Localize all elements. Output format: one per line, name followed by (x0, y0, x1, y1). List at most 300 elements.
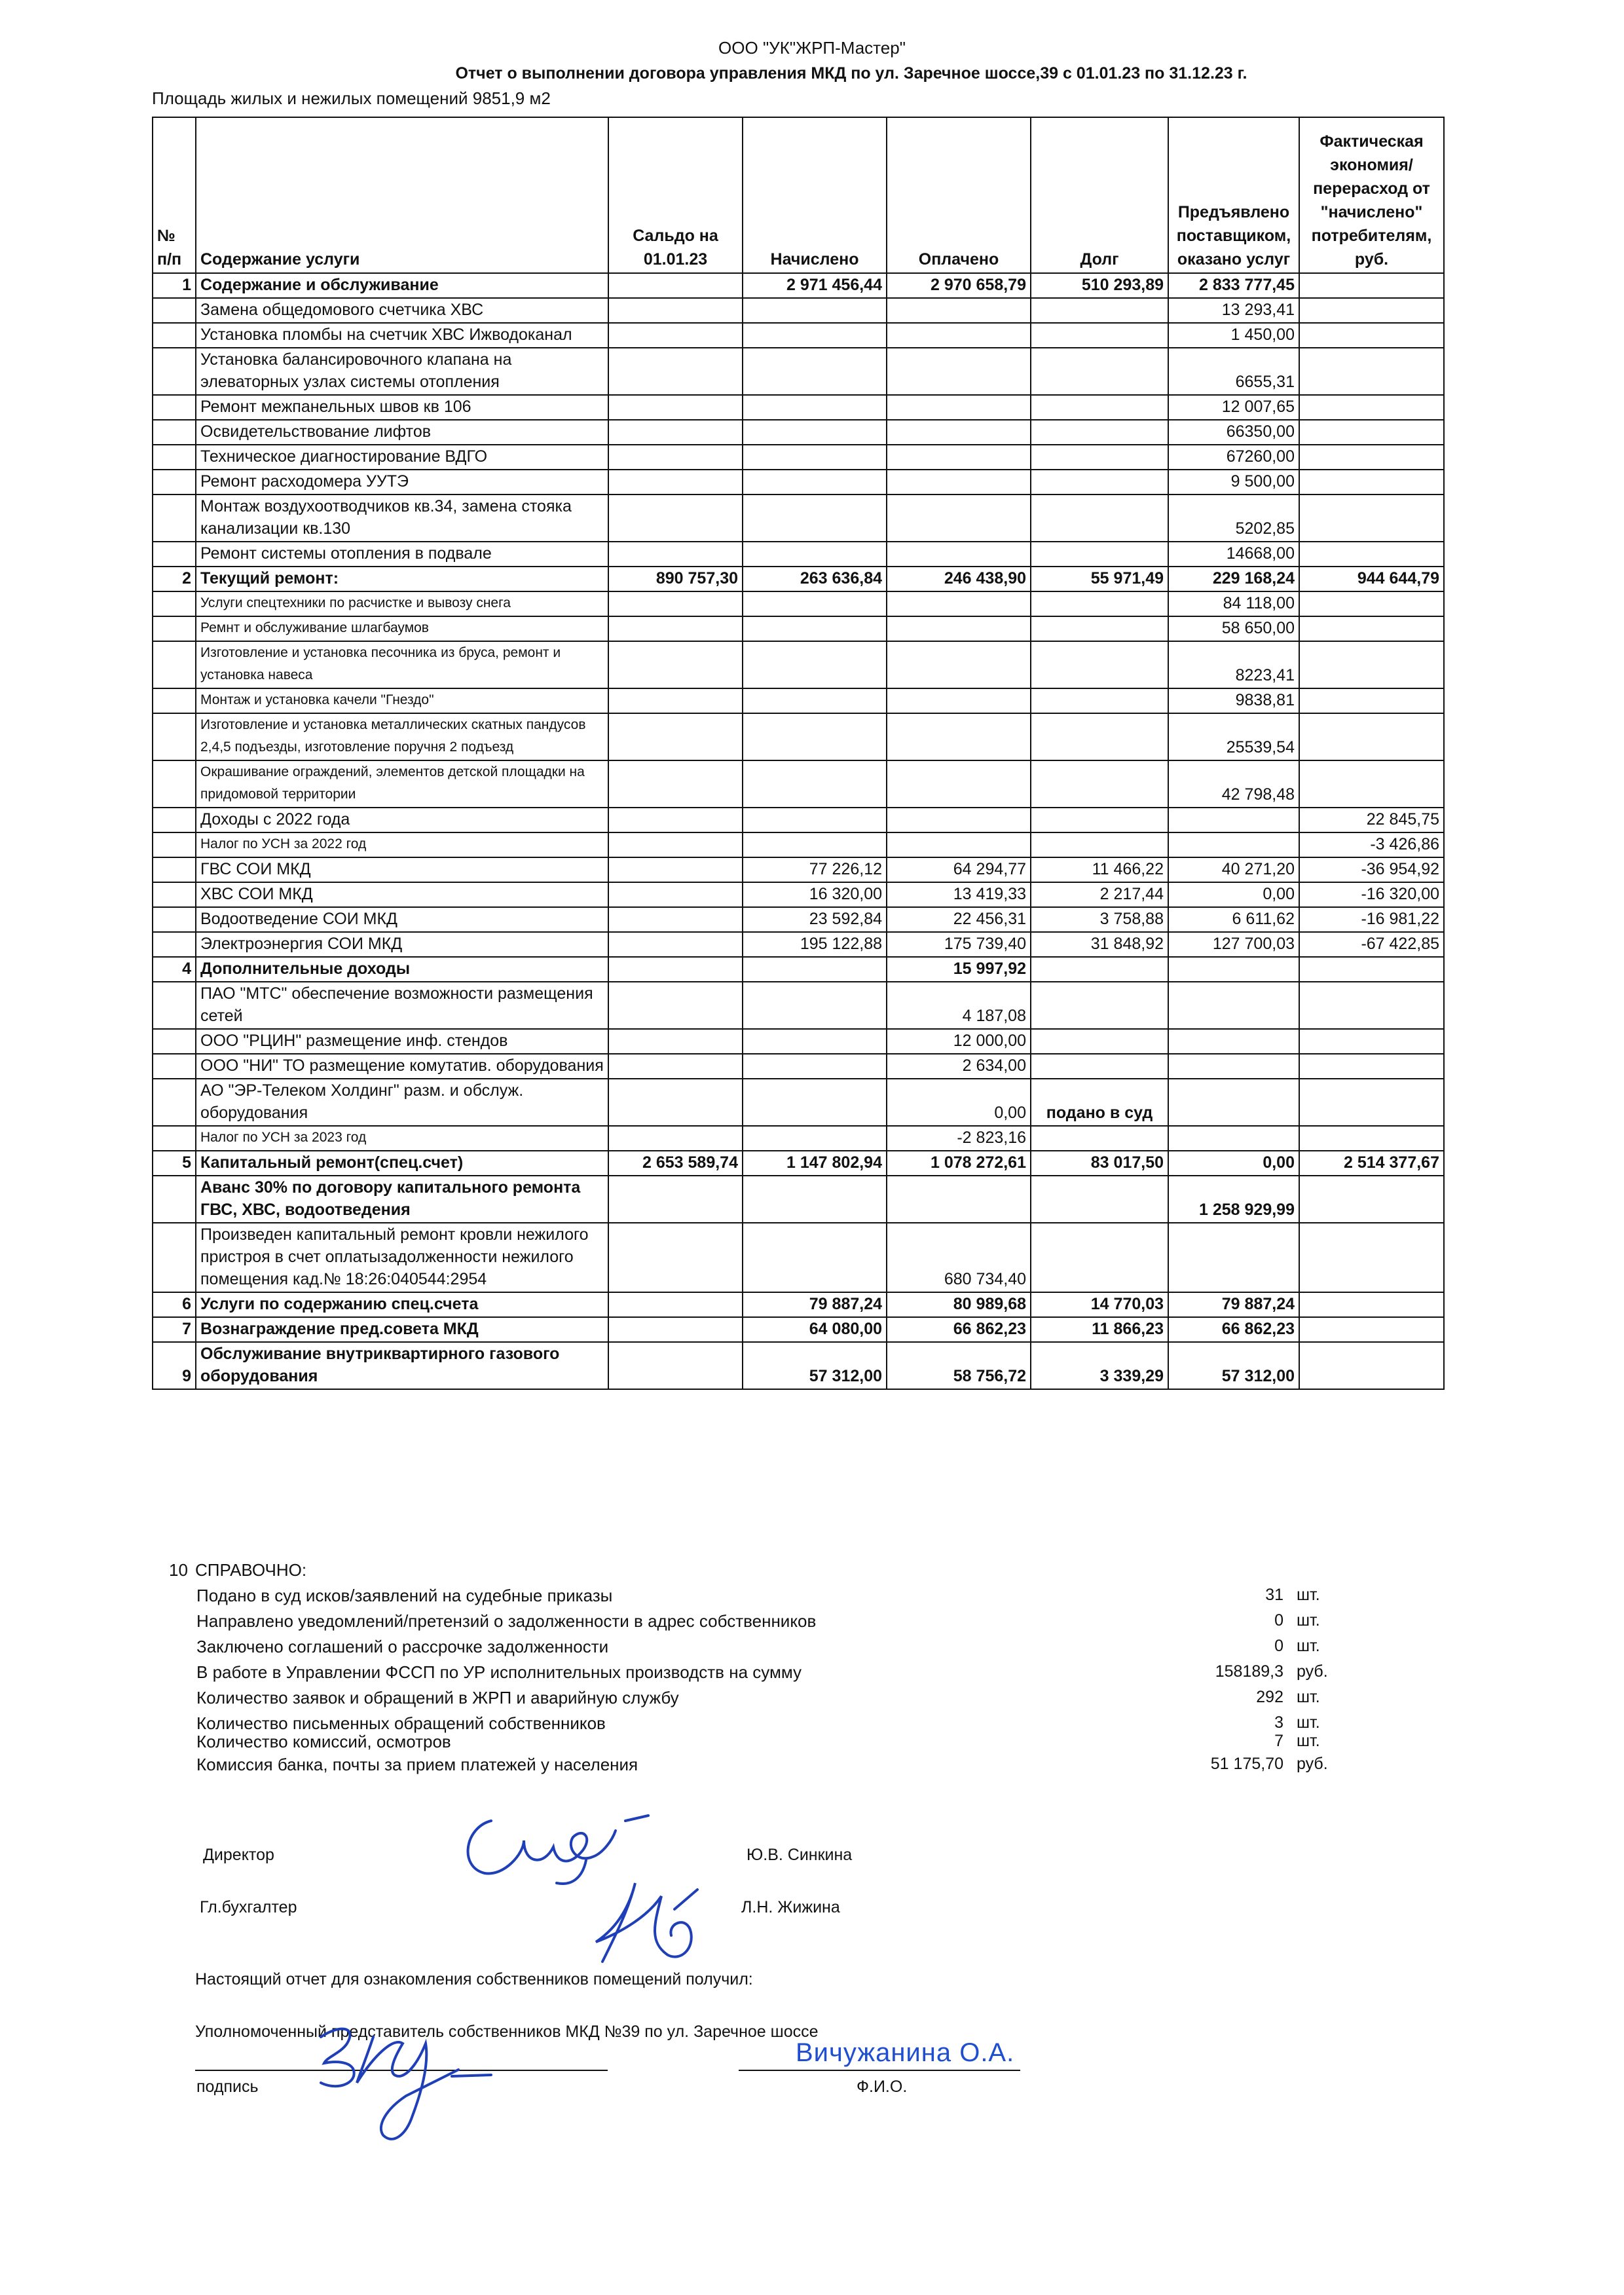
service-name: Дополнительные доходы (196, 957, 608, 982)
saldo-value (608, 542, 743, 567)
table-row (153, 616, 1444, 641)
col-header-service: Содержание услуги (196, 117, 608, 273)
table-row (153, 445, 1444, 470)
row-number (153, 882, 196, 907)
fio-line (739, 2070, 1020, 2071)
service-name: Доходы с 2022 года (196, 808, 608, 832)
row-number (153, 760, 196, 808)
paid-value: 680 734,40 (887, 1223, 1031, 1292)
table-row (153, 957, 1444, 982)
presented-value (1168, 957, 1299, 982)
presented-value: 40 271,20 (1168, 857, 1299, 882)
service-name: Услуги по содержанию спец.счета (196, 1292, 608, 1317)
saldo-value (608, 591, 743, 616)
actual-savings-value (1299, 445, 1444, 470)
charged-value (743, 957, 887, 982)
reference-unit: руб. (1297, 1755, 1328, 1773)
paid-value: 175 739,40 (887, 932, 1031, 957)
paid-value: 12 000,00 (887, 1029, 1031, 1054)
debt-value (1031, 1223, 1168, 1292)
table-row (153, 470, 1444, 494)
table-row (153, 857, 1444, 882)
charged-value (743, 591, 887, 616)
paid-value (887, 688, 1031, 713)
row-number (153, 445, 196, 470)
paid-value (887, 641, 1031, 688)
presented-value: 66350,00 (1168, 420, 1299, 445)
paid-value (887, 470, 1031, 494)
service-name: Монтаж воздухоотводчиков кв.34, замена стояка канализации кв.130 (196, 494, 608, 542)
paid-value (887, 494, 1031, 542)
presented-value: 1 450,00 (1168, 323, 1299, 348)
service-name: Содержание и обслуживание (196, 273, 608, 298)
row-number (153, 1126, 196, 1151)
actual-savings-value (1299, 957, 1444, 982)
saldo-value (608, 641, 743, 688)
service-name: Установка балансировочного клапана на элеваторных узлах системы отопления (196, 348, 608, 395)
accountant-label: Гл.бухгалтер (200, 1898, 297, 1916)
debt-value: 14 770,03 (1031, 1292, 1168, 1317)
table-row (153, 323, 1444, 348)
row-number (153, 808, 196, 832)
charged-value (743, 688, 887, 713)
table-row (153, 982, 1444, 1029)
debt-value: 3 339,29 (1031, 1342, 1168, 1389)
service-name: Ремонт межпанельных швов кв 106 (196, 395, 608, 420)
actual-savings-value (1299, 348, 1444, 395)
saldo-value (608, 494, 743, 542)
representative-text: Уполномоченный представитель собственников МКД №39 по ул. Заречное шоссе (195, 2023, 819, 2041)
actual-savings-value (1299, 273, 1444, 298)
saldo-value (608, 1079, 743, 1126)
presented-value: 8223,41 (1168, 641, 1299, 688)
service-name: Произведен капитальный ремонт кровли нежилого пристроя в счет оплатызадолженности нежилого помещения кад.№ 18:26:040544:2954 (196, 1223, 608, 1292)
actual-savings-value: 944 644,79 (1299, 567, 1444, 591)
actual-savings-value (1299, 494, 1444, 542)
col-header-paid: Оплачено (887, 117, 1031, 273)
presented-value: 14668,00 (1168, 542, 1299, 567)
service-name: Изготовление и установка металлических скатных пандусов 2,4,5 подъезды, изготовление поручня 2 подъезд (196, 713, 608, 760)
report-table (152, 117, 1445, 1390)
service-name: Электроэнергия СОИ МКД (196, 932, 608, 957)
service-name: АО "ЭР-Телеком Холдинг" разм. и обслуж. оборудования (196, 1079, 608, 1126)
saldo-value (608, 1223, 743, 1292)
actual-savings-value (1299, 1342, 1444, 1389)
actual-savings-value (1299, 1126, 1444, 1151)
presented-value: 9 500,00 (1168, 470, 1299, 494)
paid-value (887, 298, 1031, 323)
paid-value: 15 997,92 (887, 957, 1031, 982)
presented-value (1168, 1079, 1299, 1126)
charged-value: 64 080,00 (743, 1317, 887, 1342)
col-header-debt: Долг (1031, 117, 1168, 273)
table-row (153, 808, 1444, 832)
row-number: 4 (153, 957, 196, 982)
reference-unit: шт. (1297, 1688, 1320, 1706)
saldo-value (608, 882, 743, 907)
actual-savings-value (1299, 1079, 1444, 1126)
charged-value: 79 887,24 (743, 1292, 887, 1317)
row-number: 7 (153, 1317, 196, 1342)
saldo-value (608, 982, 743, 1029)
row-number (153, 420, 196, 445)
saldo-value (608, 1029, 743, 1054)
row-number (153, 616, 196, 641)
col-header-charged: Начислено (743, 117, 887, 273)
debt-value: 510 293,89 (1031, 273, 1168, 298)
debt-value (1031, 470, 1168, 494)
actual-savings-value (1299, 298, 1444, 323)
presented-value: 66 862,23 (1168, 1317, 1299, 1342)
debt-value: 2 217,44 (1031, 882, 1168, 907)
table-row (153, 567, 1444, 591)
table-row (153, 1079, 1444, 1126)
charged-value (743, 420, 887, 445)
charged-value (743, 1223, 887, 1292)
debt-value (1031, 1126, 1168, 1151)
row-number (153, 713, 196, 760)
row-number (153, 982, 196, 1029)
sign-label: подпись (196, 2078, 259, 2096)
service-name: Услуги спецтехники по расчистке и вывозу снега (196, 591, 608, 616)
row-number (153, 932, 196, 957)
table-row (153, 760, 1444, 808)
col-header-presented: Предъявлено поставщиком, оказано услуг (1168, 117, 1299, 273)
row-number (153, 298, 196, 323)
reference-label: Направлено уведомлений/претензий о задолженности в адрес собственников (196, 1611, 817, 1631)
service-name: Вознаграждение пред.совета МКД (196, 1317, 608, 1342)
charged-value (743, 298, 887, 323)
reference-heading: СПРАВОЧНО: (195, 1560, 307, 1580)
charged-value (743, 470, 887, 494)
row-number (153, 1176, 196, 1223)
saldo-value (608, 907, 743, 932)
service-name: Ремонт системы отопления в подвале (196, 542, 608, 567)
paid-value: 2 970 658,79 (887, 273, 1031, 298)
saldo-value (608, 395, 743, 420)
actual-savings-value (1299, 1317, 1444, 1342)
table-row (153, 832, 1444, 857)
charged-value (743, 832, 887, 857)
table-row (153, 1054, 1444, 1079)
saldo-value (608, 420, 743, 445)
charged-value (743, 494, 887, 542)
table-row (153, 1223, 1444, 1292)
charged-value (743, 641, 887, 688)
representative-signature (295, 1998, 530, 2148)
presented-value: 6655,31 (1168, 348, 1299, 395)
service-name: Водоотведение СОИ МКД (196, 907, 608, 932)
table-row (153, 932, 1444, 957)
table-row (153, 1317, 1444, 1342)
actual-savings-value (1299, 1176, 1444, 1223)
paid-value (887, 616, 1031, 641)
charged-value (743, 445, 887, 470)
service-name: Изготовление и установка песочника из бруса, ремонт и установка навеса (196, 641, 608, 688)
charged-value (743, 542, 887, 567)
service-name: Аванс 30% по договору капитального ремонта ГВС, ХВС, водоотведения (196, 1176, 608, 1223)
row-number (153, 323, 196, 348)
debt-value: 11 466,22 (1031, 857, 1168, 882)
row-number (153, 688, 196, 713)
presented-value: 9838,81 (1168, 688, 1299, 713)
saldo-value (608, 298, 743, 323)
saldo-value (608, 445, 743, 470)
reference-label: Заключено соглашений о рассрочке задолженности (196, 1637, 609, 1656)
debt-value (1031, 1029, 1168, 1054)
presented-value: 6 611,62 (1168, 907, 1299, 932)
saldo-value (608, 1176, 743, 1223)
service-name: Ремонт расходомера УУТЭ (196, 470, 608, 494)
presented-value: 0,00 (1168, 1151, 1299, 1176)
table-row (153, 1126, 1444, 1151)
saldo-value (608, 1317, 743, 1342)
charged-value (743, 1126, 887, 1151)
accountant-signature (576, 1870, 720, 1975)
table-header-row (153, 117, 1444, 273)
saldo-value (608, 932, 743, 957)
fio-label: Ф.И.О. (857, 2078, 908, 2096)
presented-value (1168, 1054, 1299, 1079)
row-number (153, 1223, 196, 1292)
reference-number: 10 (169, 1560, 188, 1580)
charged-value (743, 808, 887, 832)
charged-value (743, 323, 887, 348)
presented-value: 79 887,24 (1168, 1292, 1299, 1317)
actual-savings-value (1299, 641, 1444, 688)
table-row (153, 298, 1444, 323)
actual-savings-value (1299, 1223, 1444, 1292)
charged-value (743, 982, 887, 1029)
row-number (153, 470, 196, 494)
row-number (153, 494, 196, 542)
debt-value (1031, 832, 1168, 857)
service-name: Установка пломбы на счетчик ХВС Ижводоканал (196, 323, 608, 348)
service-name: ГВС СОИ МКД (196, 857, 608, 882)
service-name: Текущий ремонт: (196, 567, 608, 591)
service-name: Техническое диагностирование ВДГО (196, 445, 608, 470)
service-name: ХВС СОИ МКД (196, 882, 608, 907)
reference-value: 292 (1256, 1688, 1283, 1706)
actual-savings-value (1299, 760, 1444, 808)
table-row (153, 494, 1444, 542)
service-name: ООО "НИ" ТО размещение комутатив. оборудования (196, 1054, 608, 1079)
paid-value: 13 419,33 (887, 882, 1031, 907)
debt-value (1031, 616, 1168, 641)
debt-value (1031, 713, 1168, 760)
charged-value (743, 616, 887, 641)
debt-value (1031, 494, 1168, 542)
saldo-value (608, 760, 743, 808)
reference-value: 0 (1274, 1637, 1283, 1655)
presented-value: 12 007,65 (1168, 395, 1299, 420)
service-name: Налог по УСН за 2023 год (196, 1126, 608, 1151)
actual-savings-value (1299, 420, 1444, 445)
paid-value: 80 989,68 (887, 1292, 1031, 1317)
row-number (153, 395, 196, 420)
presented-value: 57 312,00 (1168, 1342, 1299, 1389)
debt-value (1031, 688, 1168, 713)
saldo-value (608, 857, 743, 882)
presented-value: 67260,00 (1168, 445, 1299, 470)
paid-value (887, 591, 1031, 616)
debt-value: 83 017,50 (1031, 1151, 1168, 1176)
table-row (153, 882, 1444, 907)
saldo-value (608, 1342, 743, 1389)
charged-value (743, 1029, 887, 1054)
paid-value: 22 456,31 (887, 907, 1031, 932)
paid-value (887, 420, 1031, 445)
actual-savings-value (1299, 323, 1444, 348)
table-row (153, 1292, 1444, 1317)
row-number: 6 (153, 1292, 196, 1317)
reference-unit: шт. (1297, 1611, 1320, 1630)
service-name: Ремнт и обслуживание шлагбаумов (196, 616, 608, 641)
charged-value (743, 348, 887, 395)
paid-value: 58 756,72 (887, 1342, 1031, 1389)
debt-value (1031, 445, 1168, 470)
debt-value (1031, 957, 1168, 982)
saldo-value (608, 808, 743, 832)
paid-value: 2 634,00 (887, 1054, 1031, 1079)
debt-value (1031, 591, 1168, 616)
actual-savings-value: -16 981,22 (1299, 907, 1444, 932)
table-row (153, 348, 1444, 395)
actual-savings-value (1299, 616, 1444, 641)
debt-value (1031, 420, 1168, 445)
debt-value: 31 848,92 (1031, 932, 1168, 957)
debt-value: 55 971,49 (1031, 567, 1168, 591)
presented-value: 127 700,03 (1168, 932, 1299, 957)
service-name: Освидетельствование лифтов (196, 420, 608, 445)
actual-savings-value (1299, 470, 1444, 494)
row-number: 5 (153, 1151, 196, 1176)
saldo-value (608, 1126, 743, 1151)
reference-label: Комиссия банка, почты за прием платежей у населения (196, 1755, 638, 1774)
paid-value: 0,00 (887, 1079, 1031, 1126)
col-header-saldo: Сальдо на 01.01.23 (608, 117, 743, 273)
col-header-actual-savings: Фактическая экономия/перерасход от "начислено" потребителям, руб. (1299, 117, 1444, 273)
charged-value (743, 760, 887, 808)
debt-value (1031, 395, 1168, 420)
presented-value: 13 293,41 (1168, 298, 1299, 323)
representative-printed-name: Вичужанина О.А. (796, 2038, 1015, 2067)
row-number (153, 542, 196, 567)
paid-value (887, 445, 1031, 470)
saldo-value (608, 348, 743, 395)
paid-value: 66 862,23 (887, 1317, 1031, 1342)
director-name: Ю.В. Синкина (747, 1846, 853, 1864)
charged-value: 23 592,84 (743, 907, 887, 932)
table-row (153, 1029, 1444, 1054)
service-name: ПАО "МТС" обеспечение возможности размещения сетей (196, 982, 608, 1029)
paid-value (887, 713, 1031, 760)
paid-value (887, 1176, 1031, 1223)
debt-value: подано в суд (1031, 1079, 1168, 1126)
saldo-value (608, 713, 743, 760)
row-number (153, 1054, 196, 1079)
table-row (153, 591, 1444, 616)
actual-savings-value (1299, 982, 1444, 1029)
table-body (153, 273, 1444, 1389)
paid-value: 64 294,77 (887, 857, 1031, 882)
table-row (153, 641, 1444, 688)
row-number (153, 348, 196, 395)
row-number (153, 641, 196, 688)
paid-value: 4 187,08 (887, 982, 1031, 1029)
area-line: Площадь жилых и нежилых помещений 9851,9 м2 (152, 88, 551, 108)
paid-value (887, 323, 1031, 348)
debt-value (1031, 760, 1168, 808)
saldo-value (608, 323, 743, 348)
saldo-value (608, 832, 743, 857)
charged-value: 263 636,84 (743, 567, 887, 591)
reference-value: 0 (1274, 1611, 1283, 1630)
actual-savings-value: -3 426,86 (1299, 832, 1444, 857)
table-row (153, 713, 1444, 760)
saldo-value (608, 1292, 743, 1317)
presented-value: 0,00 (1168, 882, 1299, 907)
charged-value: 57 312,00 (743, 1342, 887, 1389)
charged-value: 1 147 802,94 (743, 1151, 887, 1176)
presented-value (1168, 832, 1299, 857)
debt-value (1031, 641, 1168, 688)
row-number (153, 832, 196, 857)
debt-value (1031, 1176, 1168, 1223)
saldo-value (608, 957, 743, 982)
presented-value (1168, 1126, 1299, 1151)
presented-value (1168, 1223, 1299, 1292)
reference-value: 31 (1265, 1586, 1283, 1604)
row-number (153, 1029, 196, 1054)
debt-value (1031, 542, 1168, 567)
reference-value: 51 175,70 (1210, 1755, 1283, 1773)
actual-savings-value (1299, 1292, 1444, 1317)
reference-label: Количество заявок и обращений в ЖРП и аварийную службу (196, 1688, 679, 1707)
reference-value: 158189,3 (1215, 1662, 1283, 1681)
saldo-value: 890 757,30 (608, 567, 743, 591)
charged-value (743, 1079, 887, 1126)
service-name: Окрашивание ограждений, элементов детской площадки на придомовой территории (196, 760, 608, 808)
actual-savings-value: 2 514 377,67 (1299, 1151, 1444, 1176)
debt-value (1031, 808, 1168, 832)
actual-savings-value: 22 845,75 (1299, 808, 1444, 832)
reference-label: В работе в Управлении ФССП по УР исполнительных производств на сумму (196, 1662, 802, 1682)
saldo-value (608, 470, 743, 494)
presented-value: 58 650,00 (1168, 616, 1299, 641)
service-name: Монтаж и установка качели "Гнездо" (196, 688, 608, 713)
table-row (153, 1151, 1444, 1176)
row-number: 2 (153, 567, 196, 591)
presented-value: 25539,54 (1168, 713, 1299, 760)
debt-value: 11 866,23 (1031, 1317, 1168, 1342)
company-name: ООО "УК"ЖРП-Мастер" (718, 38, 906, 58)
reference-label: Количество комиссий, осмотров (196, 1732, 451, 1751)
service-name: Налог по УСН за 2022 год (196, 832, 608, 857)
charged-value: 77 226,12 (743, 857, 887, 882)
presented-value: 5202,85 (1168, 494, 1299, 542)
presented-value: 2 833 777,45 (1168, 273, 1299, 298)
debt-value (1031, 1054, 1168, 1079)
presented-value (1168, 982, 1299, 1029)
table-row (153, 542, 1444, 567)
actual-savings-value (1299, 395, 1444, 420)
col-header-number: № п/п (153, 117, 196, 273)
paid-value: -2 823,16 (887, 1126, 1031, 1151)
presented-value (1168, 808, 1299, 832)
paid-value (887, 348, 1031, 395)
reference-unit: шт. (1297, 1637, 1320, 1655)
